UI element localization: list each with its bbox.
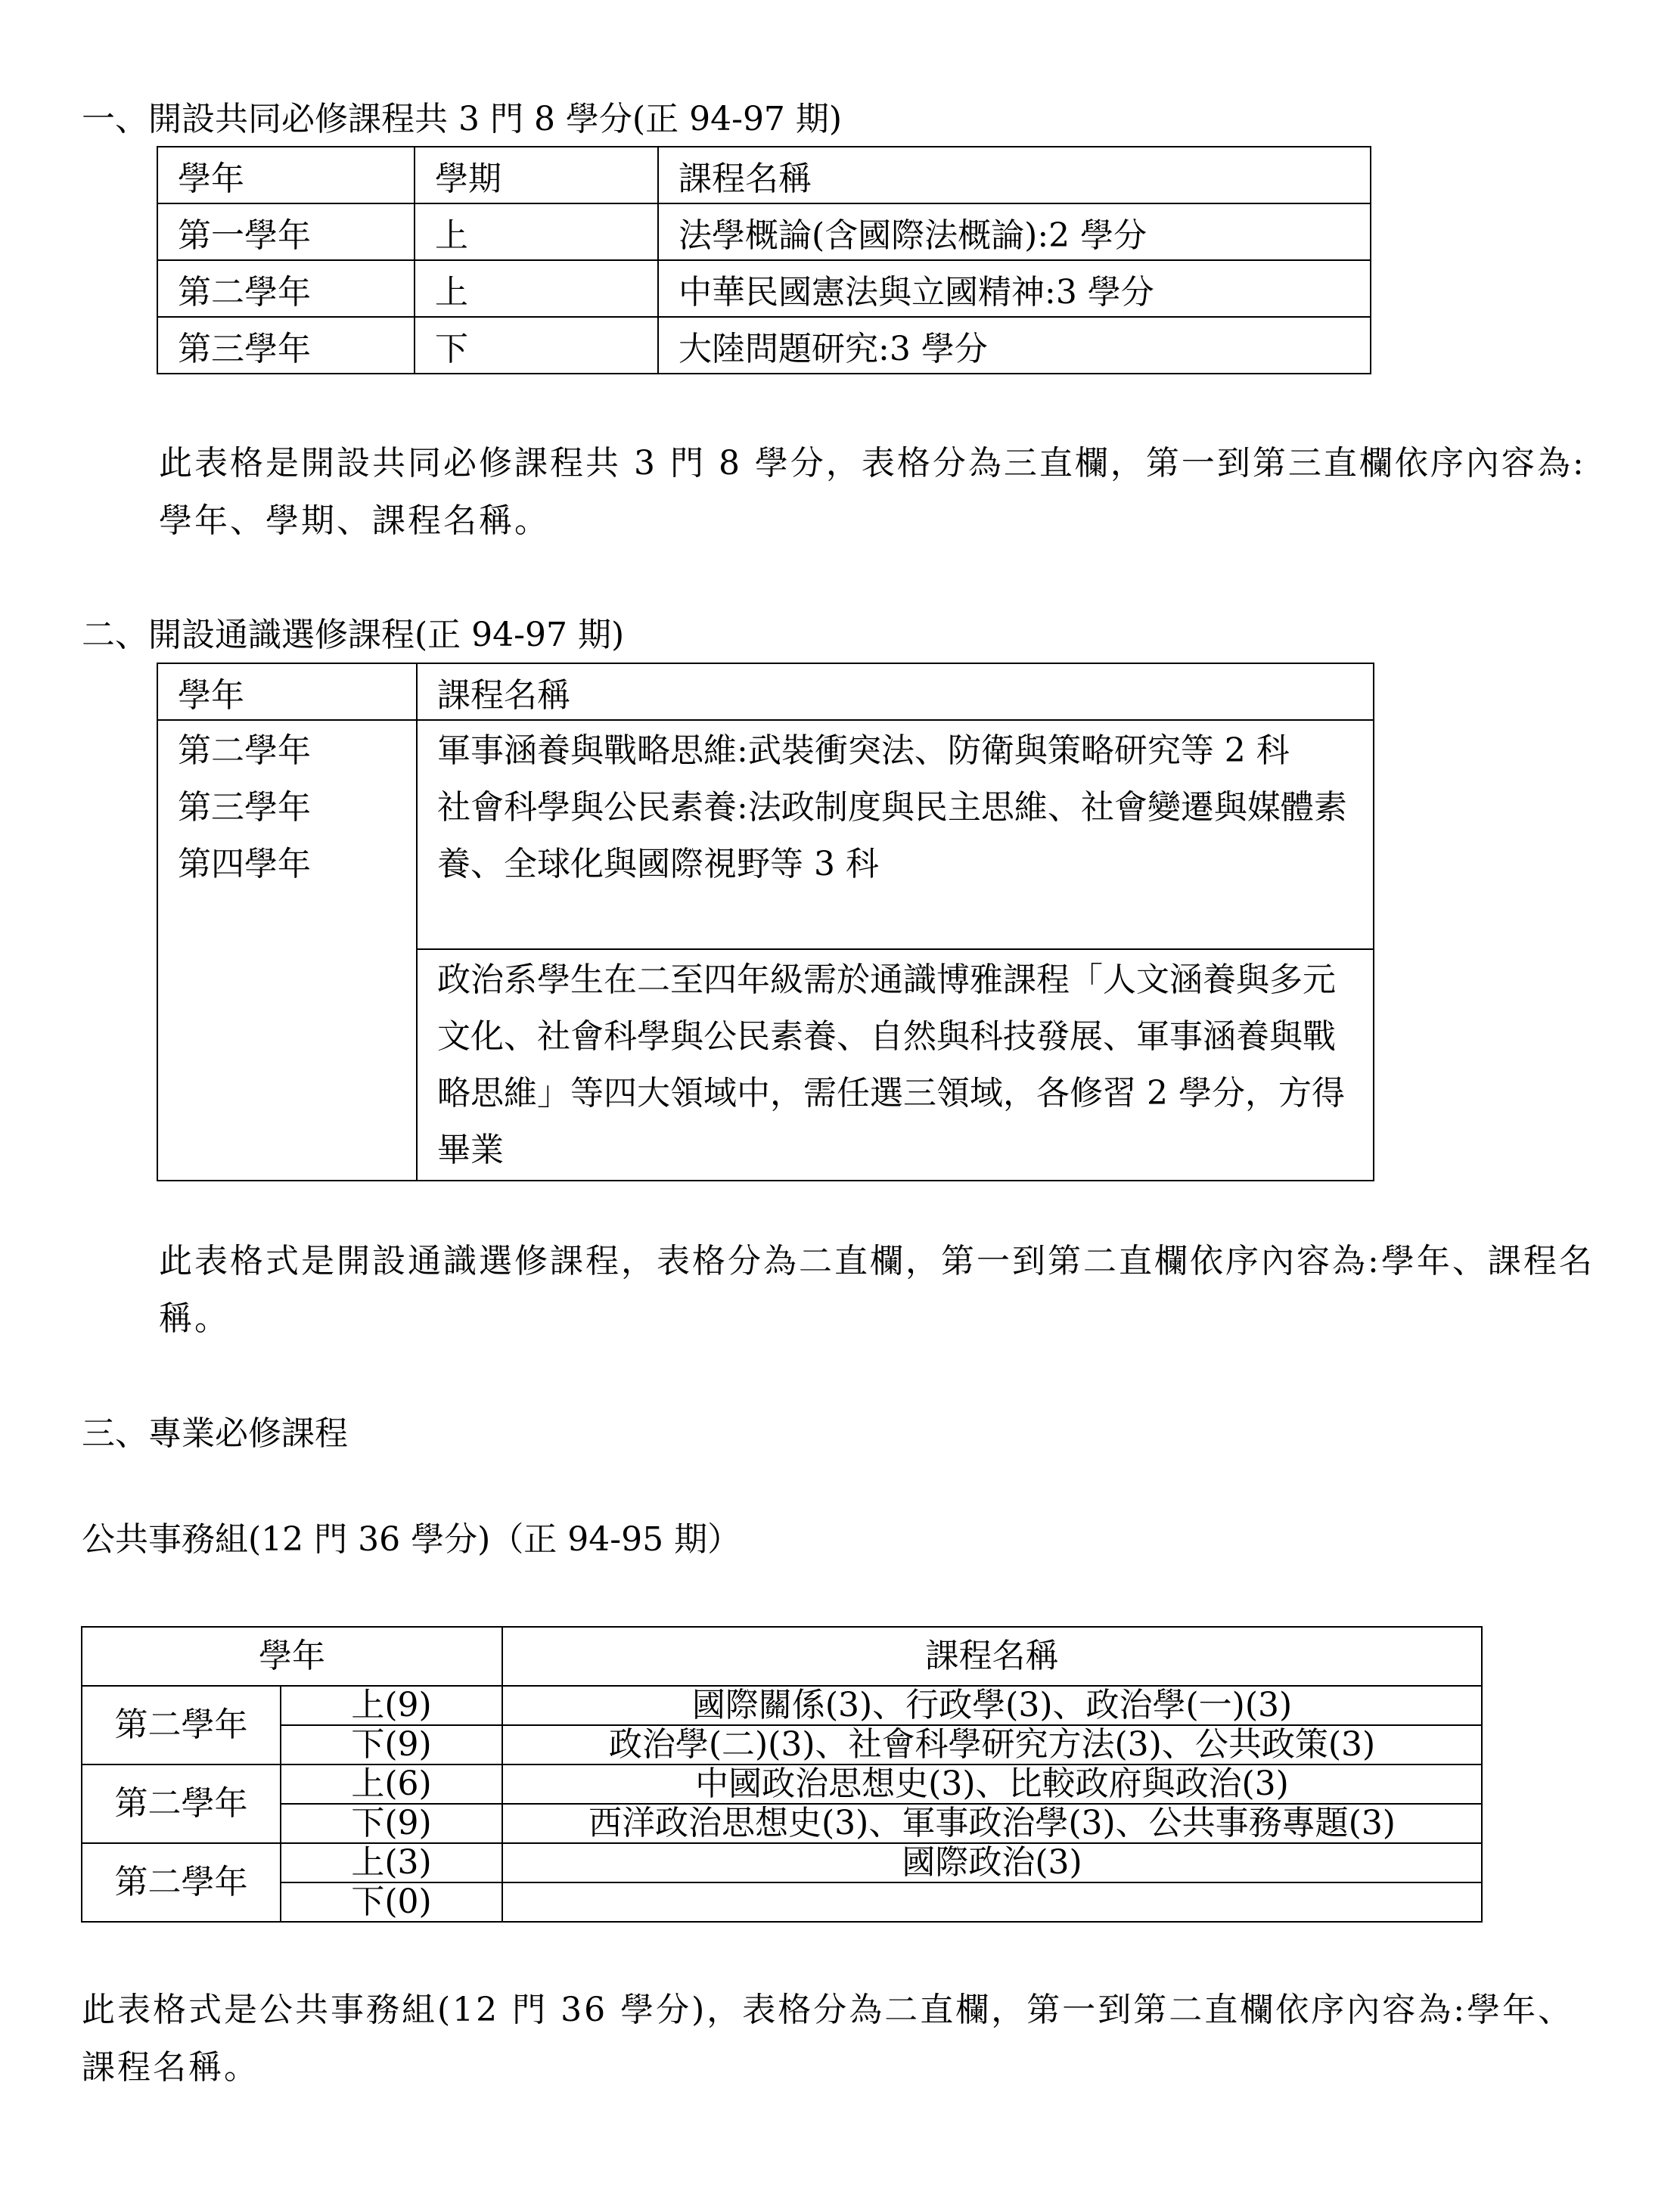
table-row: [157, 260, 1371, 317]
cell-term: 上: [415, 260, 658, 317]
header-course: 課程名稱: [658, 147, 1371, 203]
table-header-row: [157, 147, 1371, 203]
cell-term: 下: [415, 317, 658, 374]
cell-course: [417, 720, 1374, 949]
year-label: 第三學年: [178, 788, 311, 827]
table-header-row: [82, 1627, 1482, 1686]
cell-course: 國際政治(3): [502, 1843, 1482, 1882]
table-row: [157, 317, 1371, 374]
cell-year: 第二學年: [82, 1764, 281, 1843]
cell-term: 上: [415, 203, 658, 260]
cell-years: [157, 720, 417, 1181]
section2-note: 此表格式是開設通識選修課程，表格分為二直欄，第一到第二直欄依序內容為:學年、課程名稱。: [159, 1242, 1595, 1338]
table-row: [82, 1764, 1482, 1804]
cell-course: 大陸問題研究:3 學分: [658, 317, 1371, 374]
table-header-row: [157, 663, 1374, 720]
cell-course: 政治系學生在二至四年級需於通識博雅課程「人文涵養與多元文化、社會科學與公民素養、自然與科技發展、軍事涵養與戰略思維」等四大領域中，需任選三領域，各修習 2 學分，方得畢業: [417, 949, 1374, 1181]
cell-term: 上(9): [281, 1686, 502, 1725]
year-label: 第二學年: [178, 731, 311, 770]
section1-heading: 一、開設共同必修課程共 3 門 8 學分(正 94-97 期): [82, 100, 843, 138]
table-row: [82, 1686, 1482, 1725]
cell-year: 第二學年: [82, 1843, 281, 1922]
cell-course: 中華民國憲法與立國精神:3 學分: [658, 260, 1371, 317]
cell-year: 第二學年: [157, 260, 415, 317]
cell-term: 下(9): [281, 1725, 502, 1764]
cell-course: 法學概論(含國際法概論):2 學分: [658, 203, 1371, 260]
year-label: 第四學年: [178, 845, 311, 883]
cell-term: 下(9): [281, 1804, 502, 1843]
course-text: 軍事涵養與戰略思維:武裝衝突法、防衛與策略研究等 2 科: [437, 731, 1290, 770]
header-year: 學年: [157, 663, 417, 720]
section1-note: 此表格是開設共同必修課程共 3 門 8 學分，表格分為三直欄，第一到第三直欄依序內容為:學年、學期、課程名稱。: [159, 444, 1586, 540]
cell-course: 中國政治思想史(3)、比較政府與政治(3): [502, 1764, 1482, 1804]
major-required-table: [81, 1626, 1483, 1923]
section3-subheading: 公共事務組(12 門 36 學分)（正 94-95 期）: [82, 1520, 741, 1559]
course-text: 社會科學與公民素養:法政制度與民主思維、社會變遷與媒體素養、全球化與國際視野等 3 科: [437, 788, 1347, 883]
table-row: [82, 1843, 1482, 1882]
cell-year: 第二學年: [82, 1686, 281, 1764]
cell-course: 政治學(二)(3)、社會科學研究方法(3)、公共政策(3): [502, 1725, 1482, 1764]
section3-heading: 三、專業必修課程: [82, 1414, 348, 1453]
header-course: 課程名稱: [502, 1627, 1482, 1686]
cell-term: 下(0): [281, 1882, 502, 1922]
cell-term: 上(6): [281, 1764, 502, 1804]
cell-term: 上(3): [281, 1843, 502, 1882]
section2-heading: 二、開設通識選修課程(正 94-97 期): [82, 616, 625, 654]
cell-course: 西洋政治思想史(3)、軍事政治學(3)、公共事務專題(3): [502, 1804, 1482, 1843]
cell-year: 第一學年: [157, 203, 415, 260]
table-row: [82, 1804, 1482, 1843]
elective-courses-table: [157, 663, 1374, 1181]
header-year: 學年: [157, 147, 415, 203]
cell-course: [502, 1882, 1482, 1922]
table-row: [157, 203, 1371, 260]
section3-note: 此表格式是公共事務組(12 門 36 學分)，表格分為二直欄，第一到第二直欄依序內容為:學年、課程名稱。: [82, 1991, 1574, 2087]
cell-course: 國際關係(3)、行政學(3)、政治學(一)(3): [502, 1686, 1482, 1725]
header-year: 學年: [82, 1627, 502, 1686]
header-term: 學期: [415, 147, 658, 203]
table-row: [82, 1882, 1482, 1922]
cell-year: 第三學年: [157, 317, 415, 374]
header-course: 課程名稱: [417, 663, 1374, 720]
required-courses-table: [157, 146, 1371, 374]
table-row: [157, 720, 1374, 949]
table-row: [82, 1725, 1482, 1764]
